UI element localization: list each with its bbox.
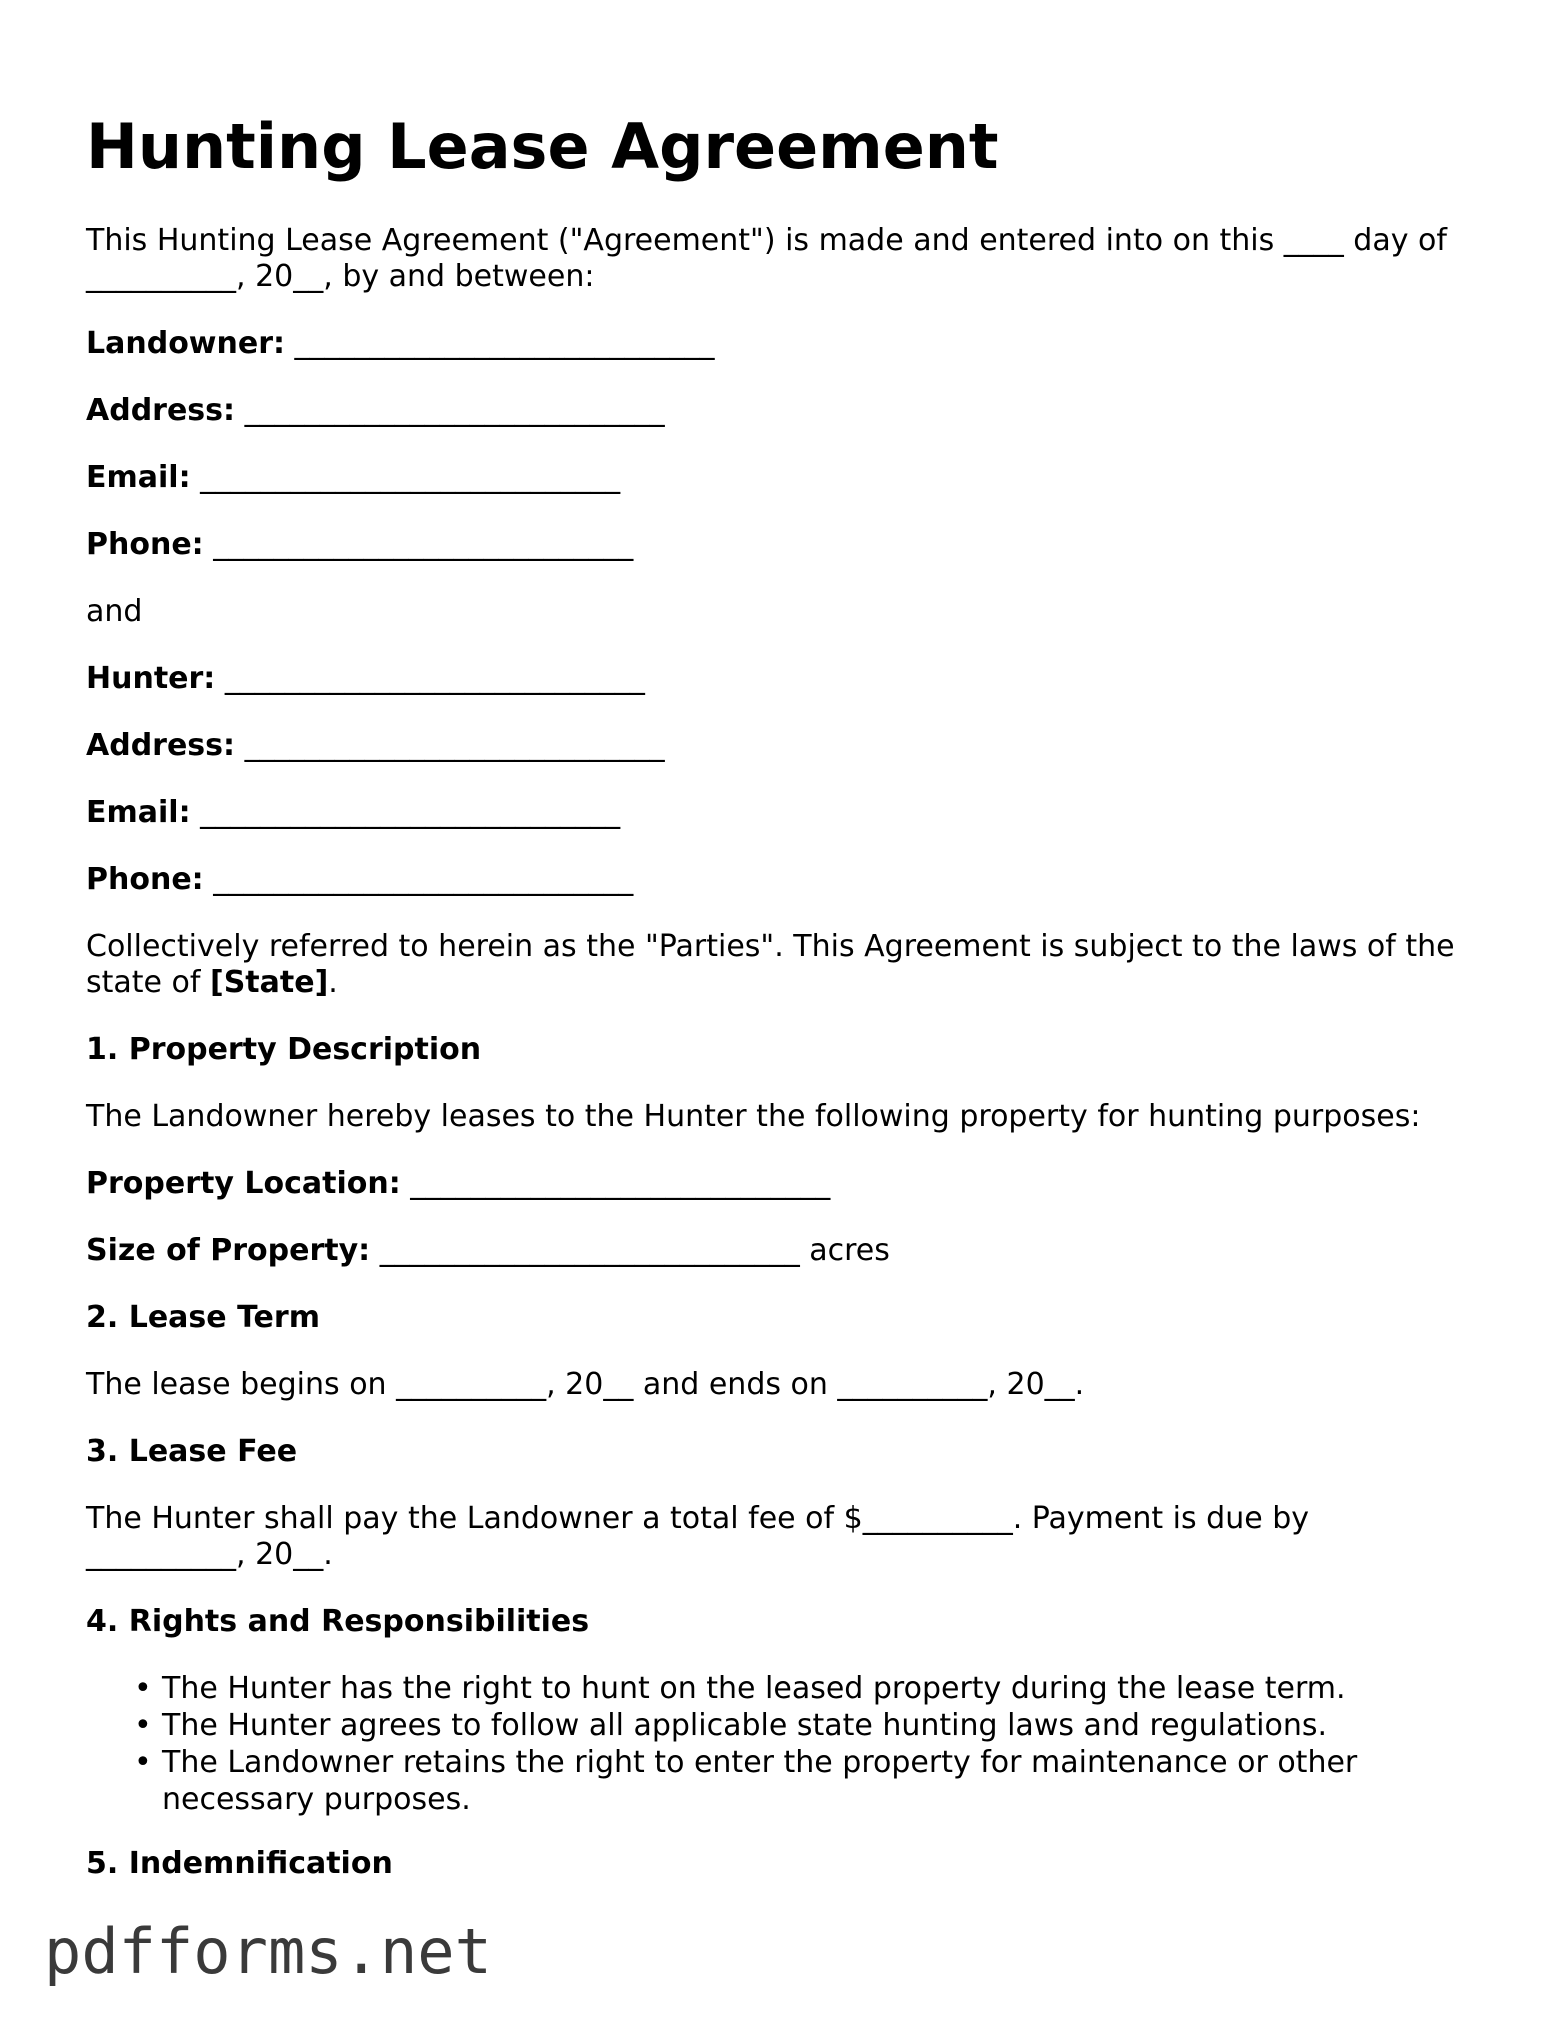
hunter-name-field[interactable] xyxy=(86,660,645,697)
hunter-phone-label: Phone: xyxy=(86,862,204,897)
section-4-heading: 4. Rights and Responsibilities xyxy=(86,1604,590,1639)
property-location-field[interactable] xyxy=(86,1165,830,1202)
landowner-address-blank[interactable]: ____________________________ xyxy=(235,393,665,428)
hunter-email-label: Email: xyxy=(86,795,191,830)
hunter-address-label: Address: xyxy=(86,728,236,763)
parties-line-1: Collectively referred to herein as the "Parties". This Agreement is subject to the laws of the xyxy=(86,929,1455,964)
hunter-name-blank[interactable]: ____________________________ xyxy=(215,661,645,696)
landowner-email-label: Email: xyxy=(86,460,191,495)
section-1-heading: 1. Property Description xyxy=(86,1032,482,1067)
list-item-text: necessary purposes. xyxy=(162,1782,471,1817)
list-item-text: The Hunter agrees to follow all applicable state hunting laws and regulations. xyxy=(162,1708,1328,1743)
hunter-email-blank[interactable]: ____________________________ xyxy=(190,795,621,830)
hunter-email-field[interactable] xyxy=(86,794,620,831)
hunter-address-field[interactable] xyxy=(86,727,665,764)
list-item-text: The Landowner retains the right to enter the property for maintenance or other xyxy=(162,1745,1358,1780)
bullet-icon: • xyxy=(134,1671,152,1706)
section-3-line-1[interactable]: The Hunter shall pay the Landowner a total fee of $__________. Payment is due by xyxy=(86,1501,1310,1536)
landowner-phone-field[interactable] xyxy=(86,526,633,563)
property-location-blank[interactable]: ____________________________ xyxy=(400,1166,831,1201)
intro-line-2: __________, 20__, by and between: xyxy=(86,259,595,294)
landowner-name-blank[interactable]: ____________________________ xyxy=(285,326,715,361)
list-item-continuation xyxy=(86,1781,1357,1818)
landowner-email-blank[interactable]: ____________________________ xyxy=(190,460,621,495)
parties-line-2-suffix: . xyxy=(328,965,338,1000)
property-size-field[interactable] xyxy=(86,1232,890,1269)
hunter-name-label: Hunter: xyxy=(86,661,216,696)
landowner-phone-blank[interactable]: ____________________________ xyxy=(203,527,634,562)
list-item xyxy=(86,1744,1357,1781)
landowner-phone-label: Phone: xyxy=(86,527,204,562)
and-text: and xyxy=(86,594,143,629)
section-3-line-2[interactable]: __________, 20__. xyxy=(86,1537,333,1572)
section-3-heading: 3. Lease Fee xyxy=(86,1434,298,1469)
landowner-address-label: Address: xyxy=(86,393,236,428)
document-title: Hunting Lease Agreement xyxy=(86,110,999,183)
parties-line-2 xyxy=(86,964,338,1001)
parties-line-2-prefix: state of xyxy=(86,965,210,1000)
landowner-name-label: Landowner: xyxy=(86,326,286,361)
bullet-icon: • xyxy=(134,1708,152,1743)
list-item xyxy=(86,1707,1357,1744)
pdfforms-watermark: pdfforms.net xyxy=(44,1915,492,1988)
hunter-address-blank[interactable]: ____________________________ xyxy=(235,728,665,763)
bullet-icon: • xyxy=(134,1745,152,1780)
list-item-text: The Hunter has the right to hunt on the leased property during the lease term. xyxy=(162,1671,1346,1706)
landowner-email-field[interactable] xyxy=(86,459,620,496)
property-size-label: Size of Property: xyxy=(86,1233,371,1268)
landowner-name-field[interactable] xyxy=(86,325,715,362)
intro-line-1: This Hunting Lease Agreement ("Agreement") is made and entered into on this ____ day of xyxy=(86,223,1447,258)
hunter-phone-field[interactable] xyxy=(86,861,633,898)
list-item xyxy=(86,1670,1357,1707)
landowner-address-field[interactable] xyxy=(86,392,665,429)
section-2-text[interactable]: The lease begins on __________, 20__ and ends on __________, 20__. xyxy=(86,1367,1085,1402)
hunter-phone-blank[interactable]: ____________________________ xyxy=(203,862,634,897)
property-size-blank[interactable]: ____________________________ acres xyxy=(370,1233,890,1268)
section-5-heading: 5. Indemnification xyxy=(86,1846,393,1881)
rights-list xyxy=(86,1670,1357,1818)
property-location-label: Property Location: xyxy=(86,1166,401,1201)
state-placeholder: [State] xyxy=(209,965,329,1000)
section-2-heading: 2. Lease Term xyxy=(86,1300,320,1335)
section-1-text: The Landowner hereby leases to the Hunter the following property for hunting purposes: xyxy=(86,1099,1421,1134)
